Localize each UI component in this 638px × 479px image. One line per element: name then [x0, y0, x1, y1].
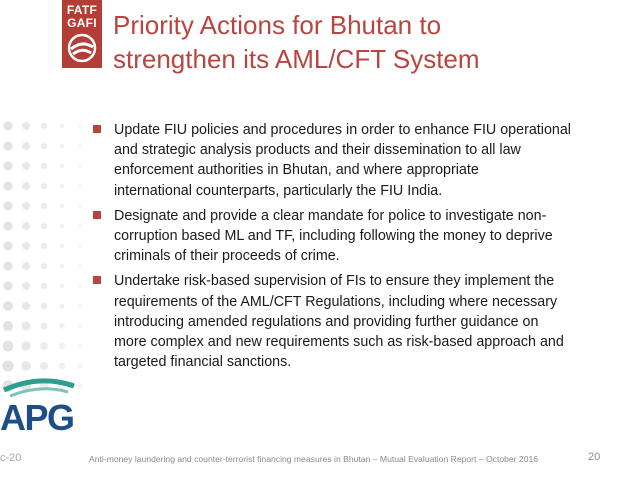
- fatf-swoosh-icon: [66, 32, 98, 64]
- decorative-dot: [78, 264, 81, 267]
- decorative-dot: [3, 301, 13, 311]
- decorative-dot: [3, 121, 12, 130]
- bullet-line: Designate and provide a clear mandate for police to investigate non-: [114, 207, 547, 224]
- decorative-dot: [60, 204, 65, 209]
- decorative-dot: [22, 262, 30, 270]
- slide-title-line-2: strengthen its AML/CFT System: [113, 44, 480, 74]
- decorative-dot: [41, 243, 47, 249]
- decorative-dot: [41, 143, 47, 149]
- apg-logo-text: APG: [0, 397, 74, 438]
- decorative-dot: [3, 201, 12, 210]
- decorative-dot: [3, 181, 12, 190]
- bullet-line: Undertake risk-based supervision of FIs to ensure they implement the: [114, 273, 555, 290]
- decorative-dot: [22, 242, 30, 250]
- decorative-dot: [22, 142, 30, 150]
- bullet-line: targeted financial sanctions.: [114, 354, 292, 371]
- decorative-dot: [21, 361, 31, 371]
- bullet-line: introducing amended regulations and providing further guidance on: [114, 313, 539, 330]
- priority-actions-list: [93, 120, 631, 377]
- decorative-dot: [60, 244, 65, 249]
- decorative-dot: [60, 184, 65, 189]
- bullet-line: corruption based ML and TF, including following the money to deprive: [114, 228, 553, 245]
- decorative-dot: [3, 141, 12, 150]
- decorative-dot: [22, 222, 30, 230]
- bullet-square-icon: [93, 125, 101, 133]
- decorative-dot: [78, 304, 82, 308]
- decorative-dot: [60, 144, 65, 149]
- fatf-logo-text: FATF: [66, 3, 98, 17]
- decorative-dot: [3, 281, 12, 290]
- decorative-dot: [60, 284, 65, 289]
- decorative-dot: [78, 344, 83, 349]
- bullet-line: international counterparts, particularly the FIU India.: [114, 182, 443, 199]
- decorative-dot: [40, 322, 47, 329]
- decorative-dot: [3, 341, 14, 352]
- decorative-dot: [22, 322, 31, 331]
- decorative-dot: [59, 303, 64, 308]
- gafi-logo-text: GAFI: [67, 16, 97, 30]
- apg-logo-year: c-20: [0, 452, 22, 464]
- decorative-dot: [78, 324, 82, 328]
- decorative-dot: [40, 362, 48, 370]
- decorative-dot: [22, 162, 30, 170]
- decorative-dot: [3, 261, 12, 270]
- decorative-dot: [78, 144, 81, 147]
- list-item: [93, 206, 631, 267]
- decorative-dot: [59, 343, 65, 349]
- decorative-dot: [41, 303, 48, 310]
- decorative-dot: [78, 204, 81, 207]
- decorative-dot: [22, 182, 30, 190]
- decorative-dot: [60, 264, 65, 269]
- decorative-dot: [22, 202, 30, 210]
- page-number: 20: [588, 451, 601, 463]
- decorative-dot: [78, 164, 81, 167]
- decorative-dot: [60, 124, 65, 129]
- decorative-dot: [41, 283, 47, 289]
- bullet-line: and strategic analysis products and their dissemination to all law: [114, 142, 521, 159]
- decorative-dot: [2, 360, 13, 371]
- decorative-dot: [40, 342, 48, 350]
- decorative-dot: [78, 284, 81, 287]
- decorative-dot: [41, 223, 47, 229]
- decorative-dot: [41, 263, 47, 269]
- decorative-dot: [3, 161, 12, 170]
- decorative-dot: [41, 163, 47, 169]
- bullet-line: criminals of their proceeds of crime.: [114, 248, 340, 265]
- bullet-square-icon: [93, 276, 101, 284]
- decorative-dot: [22, 302, 30, 310]
- decorative-dot: [41, 123, 47, 129]
- decorative-dot: [3, 241, 12, 250]
- bullet-line: Update FIU policies and procedures in order to enhance FIU operational: [114, 122, 571, 138]
- slide-title-line-1: Priority Actions for Bhutan to: [113, 10, 442, 40]
- decorative-dot: [78, 224, 81, 227]
- decorative-dot: [59, 363, 66, 370]
- decorative-dot: [78, 124, 81, 127]
- list-item: [93, 120, 631, 201]
- bullet-line: requirements of the AML/CFT Regulations, including where necessary: [114, 293, 558, 310]
- decorative-dot: [77, 363, 82, 368]
- decorative-dot: [78, 244, 81, 247]
- decorative-dot: [59, 323, 65, 329]
- bullet-square-icon: [93, 211, 101, 219]
- decorative-dot: [3, 221, 12, 230]
- fatf-gafi-logo: [62, 0, 102, 68]
- decorative-dot: [41, 203, 47, 209]
- footer-text: Anti-money laundering and counter-terrorist financing measures in Bhutan – Mutual Evaluation Report – October 2016: [89, 454, 539, 464]
- decorative-dot: [60, 224, 65, 229]
- decorative-dot: [78, 184, 81, 187]
- decorative-dot: [41, 183, 47, 189]
- decorative-dot: [22, 282, 30, 290]
- bullet-line: more complex and new requirements such as risk-based approach and: [114, 334, 564, 351]
- list-item: [93, 271, 631, 372]
- decorative-dot: [21, 341, 30, 350]
- decorative-dot-grid: [0, 118, 92, 408]
- decorative-dot: [22, 122, 30, 130]
- bullet-line: enforcement authorities in Bhutan, and where appropriate: [114, 162, 479, 179]
- decorative-dot: [60, 164, 65, 169]
- decorative-dot: [3, 321, 13, 331]
- slide-title: [113, 8, 593, 76]
